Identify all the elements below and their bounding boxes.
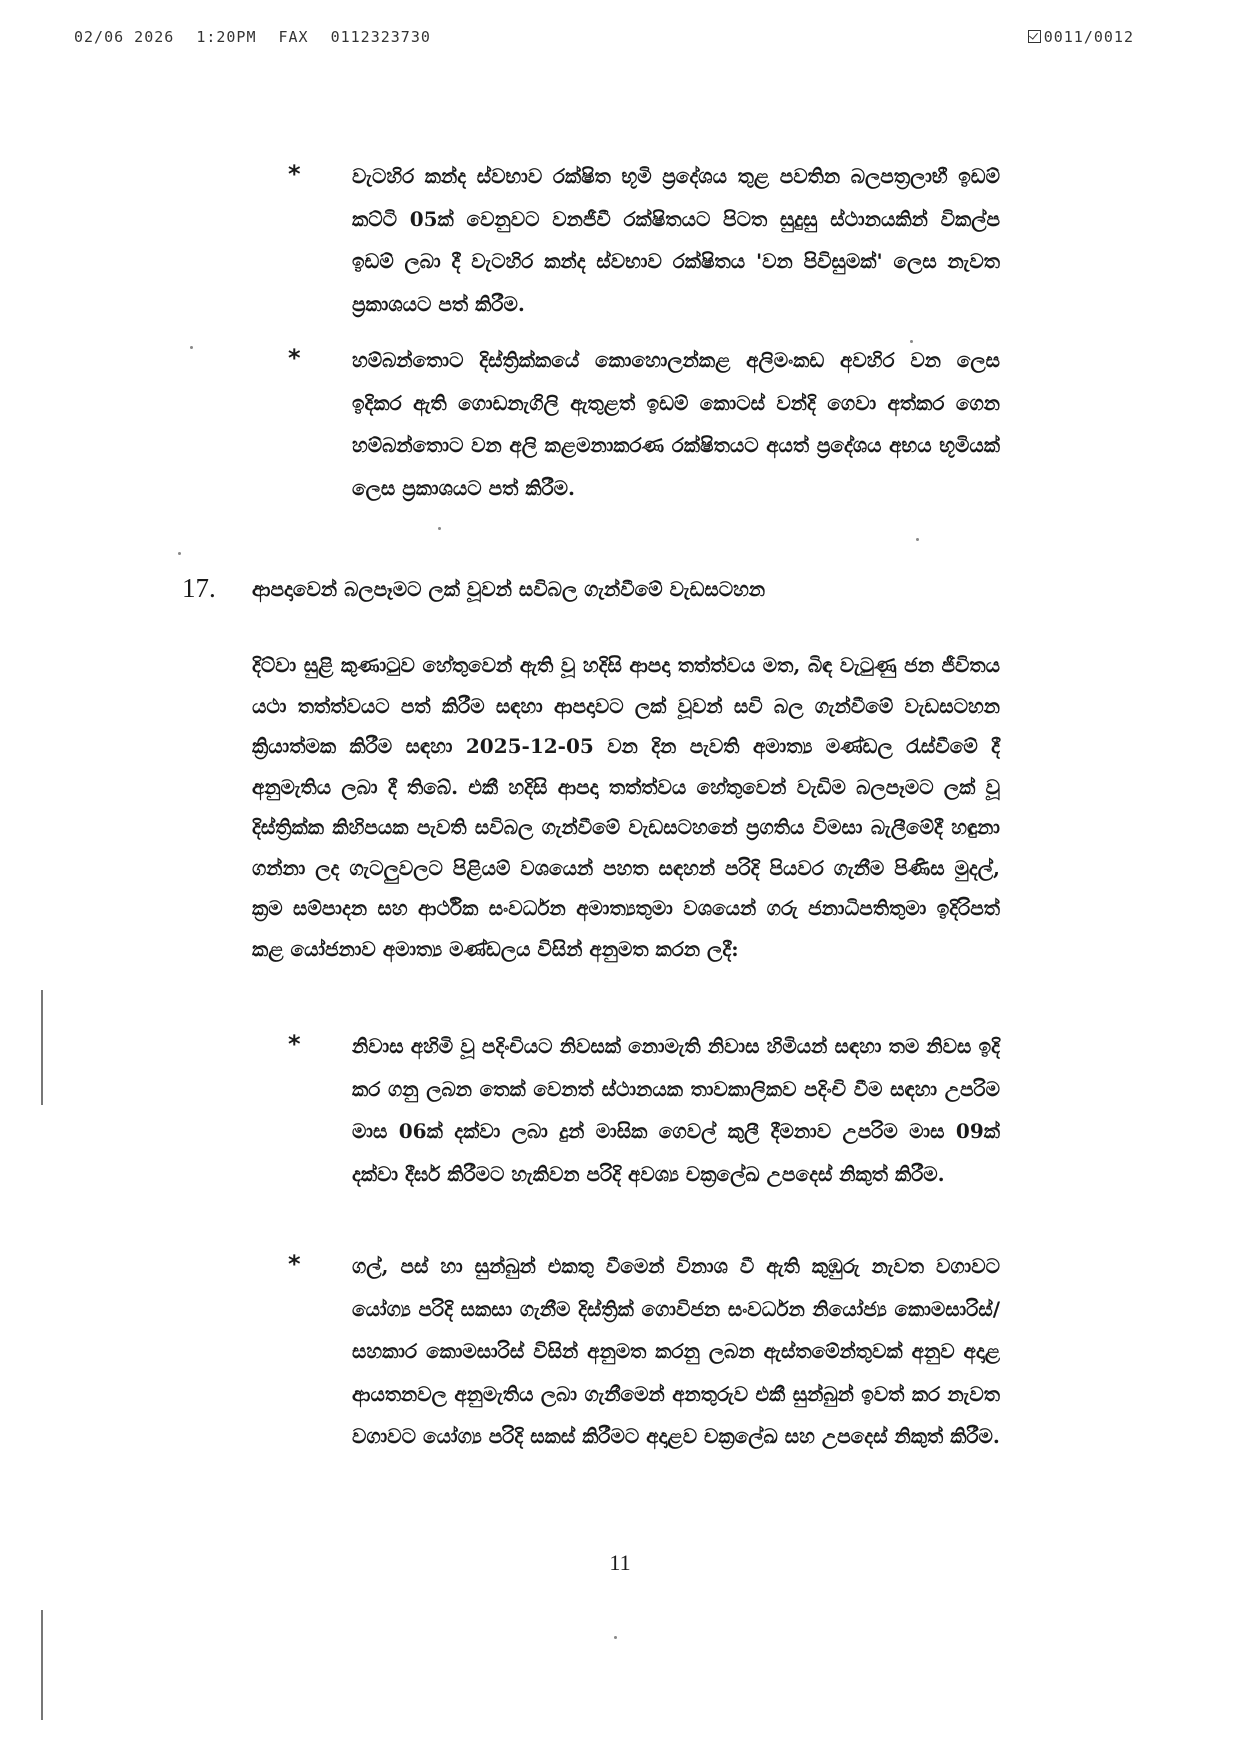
scan-margin-line: [41, 1610, 43, 1720]
section-title: ආපදාවෙන් බලපෑමට ලක් වූවන් සවිබල ගැන්වීමේ වැඩසටහන: [252, 577, 766, 601]
bullet-text: හම්බන්තොට දිස්ත්‍රික්කයේ කොහොලන්කළ අලිමංකඩ අවහිර වන ලෙස ඉදිකර ඇති ගොඩනැගිලි ඇතුළත් ඉඩම් කොටස් වන්දි ගෙවා අත්කර ගෙන හම්බන්තොට වන අලි කළමනාකරණ රක්ෂිතයට අයත් ප්‍රදේශය අභය භූමියක් ලෙස ප්‍රකාශයට පත් කිරීම.: [352, 348, 1000, 500]
fax-header: [74, 28, 1134, 52]
fax-number: 0112323730: [330, 28, 431, 46]
fax-header-right: [1028, 28, 1134, 46]
fax-label: FAX: [278, 28, 309, 46]
fax-page-counter: 0011/0012: [1043, 28, 1134, 46]
bullet-text: නිවාස අහිමි වූ පදිංචියට නිවසක් නොමැති නිවාස හිමියන් සඳහා තම නිවස ඉදි කර ගනු ලබන තෙක් වෙනත් ස්ථානයක තාවකාලිකව පදිංචි වීම සඳහා උපරිම මාස 06ක් දක්වා ලබා දුන් මාසික ගෙවල් කුලී දීමනාව උපරිම මාස 09ක් දක්වා දීර්ඝ කිරීමට හැකිවන පරිදි අවශ්‍ය චක්‍රලේඛ උපදෙස් නිකුත් කිරීම.: [352, 1034, 1000, 1186]
bullet-marker: *: [288, 160, 301, 188]
scan-speck: [916, 538, 919, 541]
checkbox-icon: [1028, 30, 1041, 43]
scan-speck: [438, 527, 441, 530]
scan-margin-line: [41, 990, 43, 1105]
fax-date: 02/06 2026: [74, 28, 175, 46]
section-paragraph: දිට්වා සුළි කුණාටුව හේතුවෙන් ඇති වූ හදිසි ආපදා තත්ත්වය මත, බිඳ වැටුණු ජන ජීවිතය යථා තත්ත්වයට පත් කිරීම සඳහා ආපදාවට ලක් වූවන් සවි බල ගැන්වීමේ වැඩසටහන ක්‍රියාත්මක කිරීම සඳහා 2025-12-05 වන දින පැවති අමාත්‍ය මණ්ඩල රැස්වීමේ දී අනුමැතිය ලබා දී තිබේ. එකී හදිසි ආපදා තත්ත්වය හේතුවෙන් වැඩිම බලපෑමට ලක් වූ දිස්ත්‍රික්ක කිහිපයක පැවති සවිබල ගැන්වීමේ වැඩසටහනේ ප්‍රගතිය විමසා බැලීමේදී හඳුනා ගන්නා ලද ගැටලුවලට පිළියම් වශයෙන් පහත සඳහන් පරිදි පියවර ගැනීම පිණිස මුදල්, ක්‍රම සම්පාදන සහ ආර්ථික සංවර්ධන අමාත්‍යතුමා වශයෙන් ගරු ජනාධිපතිතුමා ඉදිරිපත් කළ යෝජනාව අමාත්‍ය මණ්ඩලය විසින් අනුමත කරන ලදී:: [252, 653, 1000, 961]
bullet-marker: *: [288, 1250, 301, 1278]
scan-speck: [178, 552, 181, 555]
fax-header-left: [74, 28, 453, 46]
bullet-text: වැටහිර කන්ද ස්වභාව රක්ෂිත භූමි ප්‍රදේශය තුළ පවතින බලපත්‍රලාභී ඉඩම් කට්ටි 05ක් වෙනුවට වනජීවී රක්ෂිතයට පිටත සුදුසු ස්ථානයකින් විකල්ප ඉඩම් ලබා දී වැටහිර කන්ද ස්වභාව රක්ෂිතය 'වන පිවිසුමක්' ලෙස නැවත ප්‍රකාශයට පත් කිරීම.: [352, 164, 1000, 316]
bullet-text: ගල්, පස් හා සුන්බුන් එකතු වීමෙන් විනාශ වී ඇති කුඹුරු නැවත වගාවට යෝග්‍ය පරිදි සකසා ගැනීම දිස්ත්‍රික් ගොවිජන සංවර්ධන නියෝජ්‍ය කොමසාරිස්/සහකාර කොමසාරිස් විසින් අනුමත කරනු ලබන ඇස්තමේන්තුවක් අනුව අදාළ ආයතනවල අනුමැතිය ලබා ගැනීමෙන් අනතුරුව එකී සුන්බුන් ඉවත් කර නැවත වගාවට යෝග්‍ය පරිදි සකස් කිරීමට අදාළව චක්‍රලේඛ සහ උපදෙස් නිකුත් කිරීම.: [352, 1254, 1000, 1448]
scan-speck: [614, 1636, 617, 1639]
section-number: 17.: [182, 573, 216, 603]
page-number: 11: [609, 1550, 631, 1575]
bullet-marker: *: [288, 344, 301, 372]
scan-speck: [910, 340, 913, 343]
bullet-marker: *: [288, 1030, 301, 1058]
scan-speck: [190, 346, 193, 349]
fax-time: 1:20PM: [196, 28, 257, 46]
